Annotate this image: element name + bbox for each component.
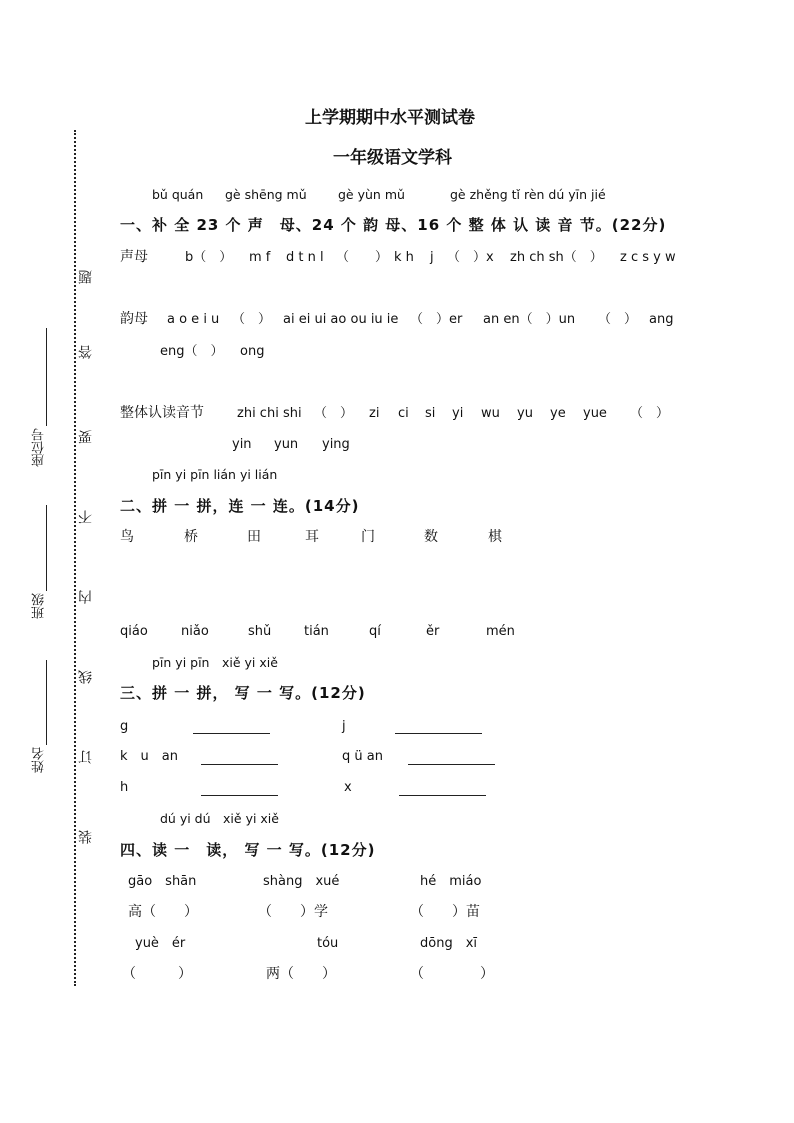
shengmu-item: k h [394,250,414,265]
word-fill: （ ） [122,966,192,982]
answer-blank[interactable] [193,733,270,734]
word-fill: （ ） [410,966,494,982]
shengmu-item: （ ） [336,250,389,265]
yunmu-label: 韵母 [120,311,148,327]
s1-pinyin-hint-3: gè yùn mǔ [338,187,405,202]
spell-syllable: g [120,719,129,734]
class-line [46,505,47,591]
word-fill: 高（ ） [128,904,198,920]
zhengti-item: ye [550,406,566,421]
margin-label-3: 要 [78,430,94,444]
word-fill: （ ）学 [258,904,328,920]
class-label: 班级 [32,593,47,619]
answer-blank[interactable] [395,733,482,734]
yunmu-item: （ ）er [410,312,463,327]
word-pinyin: dōng xī [420,936,478,951]
connect-pinyin: shǔ [248,624,272,639]
zhengti-item: yue [583,406,607,421]
zhengti-item: yu [517,406,533,421]
spell-syllable: q ü an [342,749,383,764]
connect-char: 桥 [184,529,198,545]
connect-pinyin: qí [369,624,381,639]
connect-pinyin: ěr [426,624,440,639]
spell-syllable: j [342,719,346,734]
s1-pinyin-hint-2: gè shēng mǔ [225,187,307,202]
word-pinyin: shàng xué [263,874,340,889]
zhengti-item: （ ） [630,406,670,421]
zhengti-item: wu [481,406,500,421]
seat-number-line [46,328,47,426]
page-subtitle: 一年级语文学科 [333,148,452,168]
margin-label-5: 内 [78,590,94,604]
margin-label-2: 答 [78,345,94,359]
page-title: 上学期期中水平测试卷 [305,108,475,128]
connect-char: 数 [424,529,438,545]
margin-label-4: 不 [78,510,94,524]
zhengti-item: yin [232,437,252,452]
zhengti-item: zhi chi shi [237,406,302,421]
s1-pinyin-hint-4: gè zhěng tǐ rèn dú yīn jié [450,187,606,202]
shengmu-item: （ ）x [447,250,494,265]
s4-pinyin-hint: dú yi dú xiě yi xiě [160,811,279,826]
yunmu-item: eng（ ） [160,344,224,359]
word-fill: （ ）苗 [410,904,480,920]
spell-syllable: x [344,780,352,795]
name-label: 姓名 [32,747,47,773]
section3-heading: 三、拼 一 拼， 写 一 写。(12分) [120,684,366,702]
name-line [46,660,47,745]
shengmu-item: d t n l [286,250,324,265]
zhengti-item: ying [322,437,350,452]
yunmu-item: ong [240,344,265,359]
answer-blank[interactable] [201,764,278,765]
zhengti-label: 整体认读音节 [120,405,204,421]
spell-syllable: k u an [120,749,178,764]
zhengti-item: yi [452,406,464,421]
seat-number-label: 座位号 [32,428,47,467]
word-fill: 两（ ） [266,966,336,982]
margin-label-1: 题 [78,270,94,284]
margin-label-7: 订 [78,750,94,764]
zhengti-item: zi [369,406,380,421]
binding-dotted-line [74,130,76,986]
word-pinyin: hé miáo [420,874,482,889]
answer-blank[interactable] [408,764,495,765]
section1-heading: 一、补 全 23 个 声 母、24 个 韵 母、16 个 整 体 认 读 音 节。(22分) [120,216,667,234]
word-pinyin: yuè ér [135,936,186,951]
zhengti-item: ci [398,406,409,421]
shengmu-item: zh ch sh（ ） [510,250,603,265]
yunmu-item: ang [649,312,674,327]
connect-pinyin: niǎo [181,624,209,639]
yunmu-item: an en（ ）un [483,312,576,327]
answer-blank[interactable] [399,795,486,796]
connect-char: 棋 [488,529,502,545]
shengmu-item: m f [249,250,271,265]
yunmu-item: （ ） [598,312,638,327]
section4-heading: 四、读 一 读， 写 一 写。(12分) [120,841,376,859]
answer-blank[interactable] [201,795,278,796]
zhengti-item: si [425,406,436,421]
shengmu-item: j [430,250,434,265]
yunmu-item: （ ） [232,312,272,327]
connect-char: 鸟 [120,529,134,545]
margin-label-8: 装 [78,830,94,844]
shengmu-label: 声母 [120,249,148,265]
zhengti-item: yun [274,437,299,452]
word-pinyin: gāo shān [128,874,197,889]
connect-char: 门 [361,529,375,545]
spell-syllable: h [120,780,129,795]
yunmu-item: ai ei ui ao ou iu ie [283,312,399,327]
connect-pinyin: qiáo [120,624,148,639]
word-pinyin: tóu [317,936,339,951]
s3-pinyin-hint: pīn yi pīn xiě yi xiě [152,655,278,670]
s1-pinyin-hint-1: bǔ quán [152,187,204,202]
shengmu-item: z c s y w [620,250,676,265]
connect-pinyin: mén [486,624,515,639]
shengmu-item: b（ ） [185,250,233,265]
connect-pinyin: tián [304,624,329,639]
yunmu-item: a o e i u [167,312,220,327]
s2-pinyin-hint: pīn yi pīn lián yi lián [152,467,278,482]
margin-label-6: 线 [78,670,94,684]
connect-char: 耳 [305,529,319,545]
connect-char: 田 [247,529,261,545]
zhengti-item: （ ） [314,406,354,421]
section2-heading: 二、拼 一 拼，连 一 连。(14分) [120,497,360,515]
